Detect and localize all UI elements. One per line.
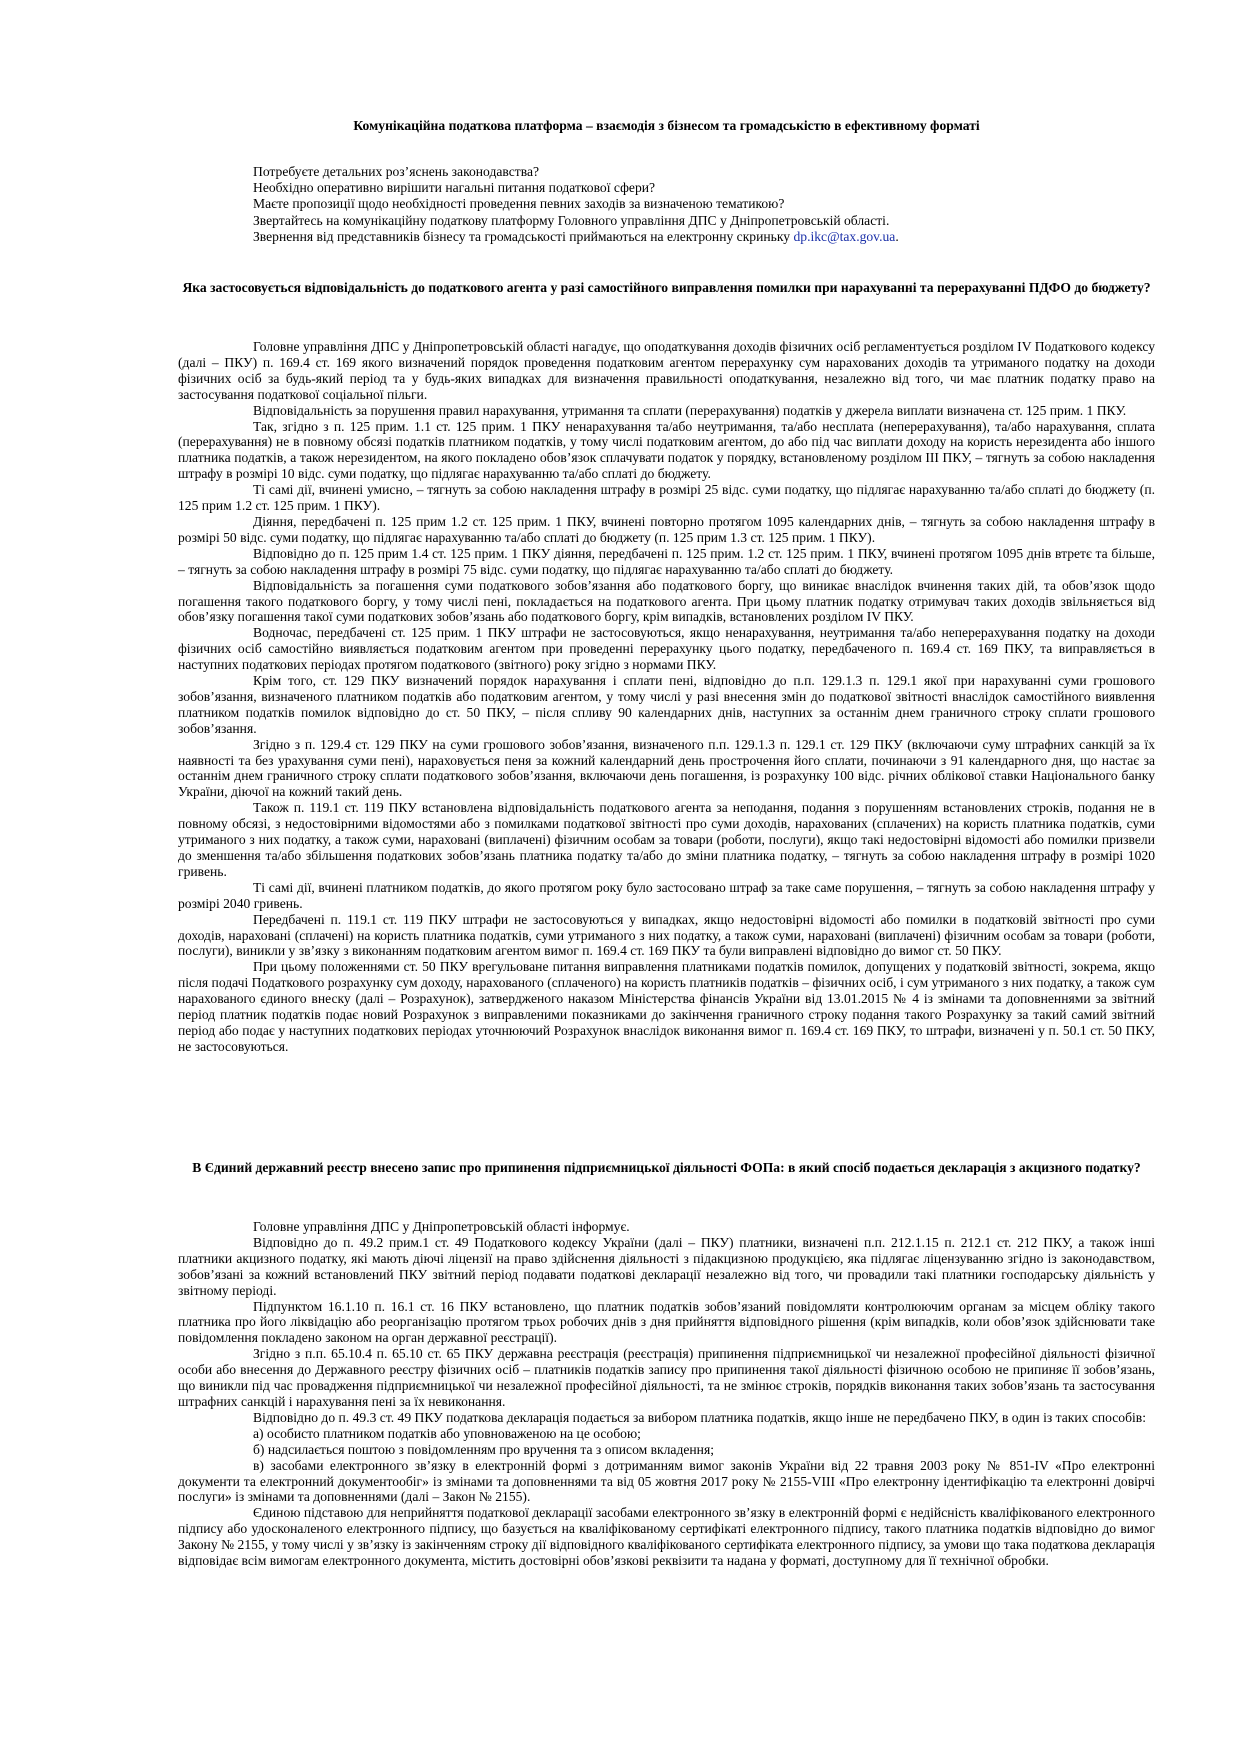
paragraph: Головне управління ДПС у Дніпропетровській області нагадує, що оподаткування доходів фізичних осіб регламентується розділом IV Податкового кодексу (далі – ПКУ) п. 169.4 ст. 169 якого визначений порядок проведення податковим агентом перерахунку сум нарахованих доходів та утриманого податку на доходи фізичних осіб за будь-який період та у будь-яких випадках для визначення правильності оподаткування, незалежно від того, чи має платник податку право на застосування податкової соціальної пільги. (178, 339, 1155, 402)
intro-email-line (253, 229, 899, 245)
section-heading-ndfl: Яка застосовується відповідальність до податкового агента у разі самостійного виправлення помилки при нарахуванні та перерахуванні ПДФО до бюджету? (182, 280, 1151, 295)
section-body-ndfl (178, 339, 1155, 1055)
paragraph: Відповідальність за погашення суми податкового зобов’язання або податкового боргу, що виникає внаслідок вчинення таких дій, та обов’язок щодо погашення такого податкового боргу, у тому числі пені, покладається на податкового агента. При цьому платник податку отримувач таких доходів звільняється від обов’язку погашення такої суми податкових зобов’язань або податкового боргу, крім випадків, встановлених розділом IV ПКУ. (178, 577, 1155, 625)
section-heading-excise: В Єдиний державний реєстр внесено запис про припинення підприємницької діяльності ФОПа: в який спосіб подається декларація з акцизного податку? (192, 1160, 1141, 1175)
email-line-prefix: Звернення від представників бізнесу та громадськості приймаються на електронну скриньку (253, 228, 794, 244)
section-body-excise (178, 1219, 1155, 1569)
list-item: б) надсилається поштою з повідомленням про вручення та з описом вкладення; (253, 1441, 714, 1457)
paragraph: Згідно з п.п. 65.10.4 п. 65.10 ст. 65 ПКУ державна реєстрація (реєстрація) припинення підприємницької чи незалежної професійної діяльності фізичної особи або внесення до Державного реєстру фізичних осіб – платників податків запису про припинення такої діяльності фізичною особою не припиняє її зобов’язань, що виникли під час провадження підприємницької чи незалежної професійної діяльності, та не змінює строків, порядків виконання таких зобов’язань та застосування штрафних санкцій і нарахування пені за їх невиконання. (178, 1346, 1155, 1409)
intro-line: Звертайтесь на комунікаційну податкову платформу Головного управління ДПС у Дніпропетровській області. (253, 212, 890, 228)
paragraph: Відповідно до п. 49.3 ст. 49 ПКУ податкова декларація подається за вибором платника податків, якщо інше не передбачено ПКУ, в один із таких способів: (253, 1409, 1146, 1425)
email-line-suffix: . (895, 228, 899, 244)
intro-line: Маєте пропозиції щодо необхідності проведення певних заходів за визначеною тематикою? (253, 196, 785, 212)
paragraph: Крім того, ст. 129 ПКУ визначений порядок нарахування і сплати пені, відповідно до п.п. 129.1.3 п. 129.1 якої при нарахуванні суми грошового зобов’язання, визначеного платником податків або податковим агентом, у тому числі у разі внесення змін до податкової звітності внаслідок самостійного виявлення платником податків помилок відповідно до ст. 50 ПКУ, – після спливу 90 календарних днів, наступних за останнім днем граничного строку сплати грошового зобов’язання. (178, 673, 1155, 736)
email-link[interactable]: dp.ikc@tax.gov.ua (793, 228, 896, 244)
paragraph: Згідно з п. 129.4 ст. 129 ПКУ на суми грошового зобов’язання, визначеного п.п. 129.1.3 п. 129.1 ст. 129 ПКУ (включаючи суму штрафних санкцій за їх наявності та без урахування суми пені), нараховується пеня за кожний календарний день прострочення його сплати, починаючи з 91 календарного дня, що настає за останнім днем граничного строку сплати податкового зобов’язання, включаючи день погашення, із розрахунку 100 відс. річних облікової ставки Національного банку України, діючої на кожний такий день. (178, 736, 1155, 800)
intro-line: Потребуєте детальних роз’яснень законодавства? (253, 164, 540, 179)
intro-line: Необхідно оперативно вирішити нагальні питання податкової сфери? (253, 180, 656, 196)
paragraph: Відповідно до п. 125 прим 1.4 ст. 125 прим. 1 ПКУ діяння, передбачені п. 125 прим. 1.2 ст. 125 прим. 1 ПКУ, вчинені протягом 1095 днів втретє та більше, – тягнуть за собою накладення штрафу в розмірі 75 відс. суми податку, що підлягає нарахуванню та/або сплаті до бюджету. (178, 545, 1155, 577)
paragraph: Відповідно до п. 49.2 прим.1 ст. 49 Податкового кодексу України (далі – ПКУ) платники, визначені п.п. 212.1.15 п. 212.1 ст. 212 ПКУ, а також інші платники акцизного податку, які мають діючі ліцензії на право здійснення діяльності з підакцизною продукцією, яка підлягає ліцензуванню згідно із законодавством, зобов’язані за кожний встановлений ПКУ звітний період подавати податкові декларації незалежно від того, чи провадили такі платники господарську діяльність у звітному періоді. (178, 1234, 1155, 1298)
paragraph: Підпунктом 16.1.10 п. 16.1 ст. 16 ПКУ встановлено, що платник податків зобов’язаний повідомляти контролюючим органам за місцем обліку такого платника про його ліквідацію або реорганізацію протягом трьох робочих днів з дня прийняття відповідного рішення (крім випадків, коли обов’язок здійснювати таке повідомлення покладено законом на орган державної реєстрації). (178, 1298, 1155, 1346)
list-item: а) особисто платником податків або уповноваженою на це особою; (253, 1425, 641, 1441)
document-title: Комунікаційна податкова платформа – взаємодія з бізнесом та громадськістю в ефективному форматі (353, 118, 980, 133)
paragraph: Діяння, передбачені п. 125 прим 1.2 ст. 125 прим. 1 ПКУ, вчинені повторно протягом 1095 календарних днів, – тягнуть за собою накладення штрафу в розмірі 50 відс. суми податку, що підлягає нарахуванню та/або сплаті до бюджету (п. 125 прим 1.3 ст. 125 прим. 1 ПКУ). (178, 513, 1155, 545)
paragraph: Головне управління ДПС у Дніпропетровській області інформує. (253, 1219, 630, 1234)
paragraph: Передбачені п. 119.1 ст. 119 ПКУ штрафи не застосовуються у випадках, якщо недостовірні відомості або помилки в податковій звітності про суми доходів, нараховані (сплачені) на користь платника податків, суми утриманого з них податку, а також суми, нараховані (виплачені) фізичним особам за товари (роботи, послуги), виникли у зв’язку з виконанням податковим агентом вимог п. 169.4 ст. 169 ПКУ та були виправлені відповідно до вимог ст. 50 ПКУ. (178, 911, 1155, 959)
paragraph: Ті самі дії, вчинені платником податків, до якого протягом року було застосовано штраф за таке саме порушення, – тягнуть за собою накладення штрафу у розмірі 2040 гривень. (178, 879, 1155, 911)
paragraph: Так, згідно з п. 125 прим. 1.1 ст. 125 прим. 1 ПКУ ненарахування та/або неутримання, та/або несплата (неперерахування), та/або нарахування, сплата (перерахування) не в повному обсязі податків платником податків, у тому числі податковим агентом, до або під час виплати доходу на користь нерезидента або іншого платника податків, а також нерезидентом, на якого покладено обов’язок сплачувати податок у порядку, встановленому розділом III ПКУ, – тягнуть за собою накладення штрафу в розмірі 10 відс. суми податку, що підлягає нарахуванню та/або сплаті до бюджету. (178, 418, 1155, 482)
paragraph: Ті самі дії, вчинені умисно, – тягнуть за собою накладення штрафу в розмірі 25 відс. суми податку, що підлягає нарахуванню та/або сплаті до бюджету (п. 125 прим 1.2 ст. 125 прим. 1 ПКУ). (178, 482, 1155, 514)
paragraph: Відповідальність за порушення правил нарахування, утримання та сплати (перерахування) податків у джерела виплати визначена ст. 125 прим. 1 ПКУ. (253, 402, 1127, 418)
intro-block (253, 164, 899, 245)
list-item: в) засобами електронного зв’язку в електронній формі з дотриманням вимог законів України від 22 травня 2003 року № 851-IV «Про електронні документи та електронний документообіг» із змінами та доповненнями та від 05 жовтня 2017 року № 2155-VIII «Про електронну ідентифікацію та електронні довірчі послуги» із змінами та доповненнями (далі – Закон № 2155). (178, 1457, 1155, 1505)
paragraph: Єдиною підставою для неприйняття податкової декларації засобами електронного зв’язку в електронній формі є недійсність кваліфікованого електронного підпису або удосконаленого електронного підпису, що базується на кваліфікованому сертифікаті електронного підпису, такого платника податків відповідно до вимог Закону № 2155, у тому числі у зв’язку із закінченням строку дії відповідного кваліфікованого сертифіката електронного підпису, за умови що така податкова декларація відповідає всім вимогам електронного документа, містить достовірні обов’язкові реквізити та надана у форматі, доступному для її технічної обробки. (178, 1505, 1155, 1569)
paragraph: При цьому положеннями ст. 50 ПКУ врегульоване питання виправлення платниками податків помилок, допущених у податковій звітності, зокрема, якщо після подачі Податкового розрахунку сум доходу, нарахованого (сплаченого) на користь платників податків – фізичних осіб, і сум утриманого з них податку, а також сум нарахованого єдиного внеску (далі – Розрахунок), затвердженого наказом Міністерства фінансів України від 13.01.2015 № 4 із змінами та доповненнями за звітний період платник податків подає новий Розрахунок з виправленими показниками до закінчення граничного строку подання такого Розрахунку за такий самий звітний період або подає у наступних податкових періодах уточнюючий Розрахунок внаслідок виконання вимог п. 169.4 ст. 169 ПКУ, то штрафи, визначені у п. 50.1 ст. 50 ПКУ, не застосовуються. (178, 959, 1155, 1054)
paragraph: Також п. 119.1 ст. 119 ПКУ встановлена відповідальність податкового агента за неподання, подання з порушенням встановлених строків, подання не в повному обсязі, з недостовірними відомостями або з помилками податкової звітності про суми доходів, нарахованих (сплачених) на користь платника податків, суми утриманого з них податку, а також суми, нараховані (виплачені) фізичним особам за товари (роботи, послуги), якщо такі недостовірні відомості або помилки призвели до зменшення та/або збільшення податкових зобов’язань платника податку та/або до зміни платника податку, – тягнуть за собою накладення штрафу в розмірі 1020 гривень. (178, 800, 1155, 879)
paragraph: Водночас, передбачені ст. 125 прим. 1 ПКУ штрафи не застосовуються, якщо ненарахування, неутримання та/або неперерахування податку на доходи фізичних осіб самостійно виявляється податковим агентом при проведенні перерахунку цього податку, передбаченого п. 169.4 ст. 169 ПКУ, та виправляється в наступних податкових періодах протягом податкового (звітного) року згідно з нормами ПКУ. (178, 625, 1155, 673)
